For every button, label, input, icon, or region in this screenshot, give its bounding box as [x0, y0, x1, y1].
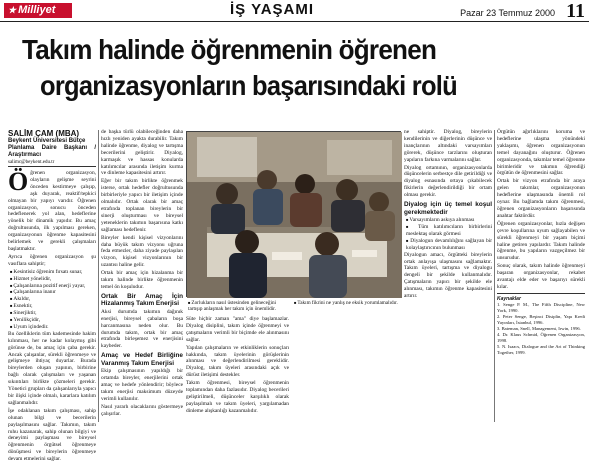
logo-text: Milliyet: [18, 4, 56, 16]
reference-item: 5. N. Isaacs, Dialogue and the Art of Thinking Together, 1999.: [497, 343, 585, 355]
list-item: ■ Diyalogun devamlılığını sağlayan bir kolaylaştırıcının bulunması: [404, 238, 492, 252]
newspaper-logo: [4, 3, 72, 18]
reference-item: 4. Dr. Klaus Schmid, Öğrenen Organizasyon, 1998.: [497, 331, 585, 343]
author-email: salimc@beykent.edu.tr: [8, 159, 96, 167]
caption-text: ■ Takım fikrini ne yanlış ne eksik yorumlamalıdır.: [292, 300, 400, 306]
list-item: ■ Hizmet yönelidir,: [8, 276, 96, 283]
paragraph: Ortak bir amaç için hizalanma bir takım halinde birlikte öğrenmenin temel ön koşuludur.: [101, 270, 183, 290]
paragraph: Sonuç olarak, takım halinde öğrenmeyi başaran organizasyonlar, rekabet avantajı elde eder ve başarıyı sürekli kılar.: [497, 263, 585, 290]
paragraph: ne sahiptir. Diyalog, bireylerin kendilerinin ve diğerlerinin düşünce ve inançlarının altındaki varsayımları görerek, düşünce tarzlarını oluşturan yapıların farkına varmalarını sağlar.: [404, 129, 492, 163]
list-item: ■ Çalışanlarına pozitif enerji yayar,: [8, 283, 96, 290]
article-column-4: [294, 316, 400, 426]
reference-item: 1. Senge P. M., The Fifth Discipline, New York, 1990.: [497, 301, 585, 313]
subheading: Amaç ve Hedef Birliğine Varanmış Takım Enerjisi: [101, 352, 183, 367]
paragraph: Öğrenen organizasyonlar, hızla değişen çevre koşullarına uyum sağlayabilen ve sürekli öğrenmeyi bir yaşam biçimi haline getiren yapılardır. Takım halinde öğrenme, bu yapıların vazgeçilmez bir unsurudur.: [497, 220, 585, 262]
article-column-4-main: [404, 129, 492, 425]
list-item: ■ Sinerjiktir,: [8, 310, 96, 317]
subheading: Ortak Bir Amaç İçin Hizalanmış Takım Enerjisi: [101, 292, 183, 308]
paragraph: Diyalogun amacı, örgütteki bireylerin ortak anlayışa ulaşmasını sağlamaktır. Takım üyeleri, tartışma ve diyalogu dengeli bir şekilde kullanmalıdır. Çatışmaların yapıcı bir şekilde ele alınması, takımın öğrenme kapasitesini artırır.: [404, 251, 492, 300]
headline-line-1: Takım halinde öğrenmenin öğrenen: [22, 34, 437, 65]
list-item: ■ Uyum içindedir.: [8, 324, 96, 331]
paragraph: Örgütün ağırlıklarını koruma ve hedeflerine ulaşma yönündeki yaklaşımı, öğrenen organizasyonun temel dayanağını oluşturur. Öğrenen organizasyonda, takımlar temel öğrenme birimleridir ve takımın öğrendiği örgütün de öğrenmesini sağlar.: [497, 129, 585, 177]
list-item: ■ Kesintisiz öğrenim fırsatı sunar,: [8, 269, 96, 276]
author-name: SALİM ÇAM (MBA): [8, 129, 80, 138]
paragraph: Süte hiçbir zaman "ama" diye başlamazlar. Diyalog disiplini, takım içinde öğrenmeyi ve çatışmaların verimli bir biçimde ele alınmasını sağlar.: [186, 316, 289, 343]
page-number: 11: [566, 0, 585, 22]
headline-line-2: organizasyonların başarısındaki rolü: [40, 70, 457, 101]
reference-item: 3. Bateman, Snell, Management, Irwin, 1996.: [497, 325, 581, 331]
star-icon: ★: [8, 5, 17, 15]
photo-caption-left: [186, 300, 289, 313]
list-item: ■ Esnektir,: [8, 303, 96, 310]
paragraph: Ortak bir vizyon etrafında bir araya gelen takımlar, organizasyonun hedeflerine ulaşmasında önemli rol oynar. Bu bağlamda takım öğrenmesi, öğrenen organizasyonların başarısında anahtar faktördür.: [497, 178, 585, 219]
subheading: Diyalog için üç temel koşul gerekmektedir: [404, 201, 492, 216]
list-item: ■ Çalışanlarına inanır: [8, 289, 96, 296]
drop-cap: Ö: [8, 167, 29, 196]
masthead: [0, 0, 589, 22]
paragraph: Takım öğrenmesi, bireysel öğrenmenin toplamından daha fazlasıdır. Diyalog becerileri geliştirilmeli, düşünceler karşılıklı olarak paylaşılmalı ve takım üyeleri, yargılamadan dinleme alışkanlığı kazanmalıdır.: [186, 380, 289, 414]
intro-text: ğrenen organizasyon, olayların gelişme seyrini önceden kestirmeye çalışıp, aşk duyarak, reaktif/tepkici olmayan bir yapıyı varıdır. Öğrenen organizasyon, sonucu önceden hedeflenerek yol alan, hedeflerine yönelik bir dinamik yapıdır. Bu amaç doğrultusunda, ilk yapılması gereken, organizasyonun öğrenme kapasitesini belirlemek ve gerekli çalışmaları başlatmaktır.: [8, 170, 96, 252]
paragraph: Yapılan çalışmaların ve etkinliklerin sonuçları hakkında, takım üyelerinin görüşlerinin alınması ve değerlendirilmesi gereklidir. Diyalog, takım üyeleri arasındaki açık ve dürüst iletişimi destekler.: [186, 344, 289, 379]
references: [497, 293, 585, 356]
section-title: İŞ YAŞAMI: [230, 1, 315, 18]
reference-item: 2. Peter Senge, Beşinci Disiplin, Yapı Kredi Yayınları, İstanbul, 1996.: [497, 313, 585, 325]
column-divider: [98, 130, 99, 422]
paragraph: İşe odaklanan takım çalışması, sahip olunan bilgi ve becerilerin paylaşılmasını sağlar. Takımın, takım ruhu kazanarak, sahip olunan bilgiyi ve deneyimi paylaşması ve bireysel öğrenmenin örgütsel öğrenmeye dönüşmesi ve bireylerin öğrenmeye devam etmelerini sağlar.: [8, 407, 96, 463]
list-item: ■ Yenilikçidir,: [8, 317, 96, 324]
paragraph: Nasıl yararlı olacaklarını göstermeye çalışırlar.: [101, 403, 183, 417]
list-item: ■ Akıldır,: [8, 296, 96, 303]
column-divider: [494, 130, 495, 422]
list-item: ■ Varsayımların askıya alınması: [404, 217, 492, 224]
references-heading: Kaynaklar: [497, 295, 521, 302]
issue-date: Pazar 23 Temmuz 2000: [460, 8, 555, 18]
paragraph: Bu özelliklerin tüm kademesinde hakim kılınması, her ne kadar kolaymış gibi görünse de, bu amaç için çaba gerekir. Ancak çalışanlar, sürekli öğrenmeye ve gelişmeye ihtiyaç duyarlar. Burada bireylerden oluşan yapının, birbirine bağlı olarak çalışmaları ve yaşanan sıkıntıları birlikte çözmeleri gerekir. Yönetici grupları da çalışanlarıyla yapıcı bir ilişki içinde olmalı, kararlara katılım sağlanmalıdır.: [8, 330, 97, 406]
author-role-1: Beykent Üniversitesi Bütçe: [8, 138, 86, 144]
article-column-5: [497, 129, 585, 425]
paragraph: de başka türlü olabileceğinden daha hızlı yeniden ayakta durabilir. Takım halinde öğrenme, diyalog ve tartışma becerilerini geliştirir. Diyalog, karmaşık ve hassas konularda katılımcılar arasında iletişim kurma ve dinleme kapasitesini artırır.: [101, 129, 183, 177]
author-role-2: Planlama Daire Başkanı / Araştırmacı: [8, 145, 96, 158]
paragraph: Ekip çalışmasının yapıldığı bir ortamda bireyler, enerjilerini ortak amaç ve hedefe yönlendirir; böylece takım enerjisi maksimum düzeyde verimli kullanılır.: [101, 368, 183, 402]
caption-text: ■ Zorlukların nasıl üstesinden gelineceğini tartışıp anlaşmak her takım için önemlidir.: [186, 300, 289, 313]
list-item: ■ Tüm katılımcıların birbirlerini meslektaş olarak görmesi: [404, 224, 492, 238]
paragraph: Diyalog ortamının, organizasyonlarda düşüncelerin serbestçe dile getirildiği ve diyalog esnasında ortaya çıkabilecek fikirlerin değerlendirildiği bir ortam olması gerekir.: [404, 164, 492, 199]
paragraph: Ayrıca öğrenen organizasyon şu vasıflara sahiptir;: [8, 253, 96, 267]
paragraph: Eğer bir takım birlikte öğrenmek isterse, ortak hedefler doğrultusunda birbirleriyle yapıcı bir iletişim içinde olmalıdır. Ortak olarak bir amaç etrafında toplanan bireylerin bir sinerji oluşturması ve bireysel yeteneklerin takımın başarısına katkı sağlaması hedeflenir.: [101, 178, 183, 233]
intro-paragraph: [8, 167, 96, 253]
article-column-3: [186, 316, 289, 426]
article-column-1: [8, 129, 97, 463]
paragraph: Bireyler kendi kişisel vizyonlarını daha büyük takım vizyonu uğruna feda etmezler, daha ziyade paylaşılan vizyon, kişisel vizyonlarının bir uzantısı haline gelir.: [101, 234, 183, 269]
article-column-2: [101, 129, 183, 425]
paragraph: Aksi durumda takımın dağınık enerjisi, bireysel çabaların boşa harcanmasına neden olur. Bu durumda takım, ortak bir amaç etrafında birleşemez ve enerjisini kaybeder.: [101, 308, 183, 350]
